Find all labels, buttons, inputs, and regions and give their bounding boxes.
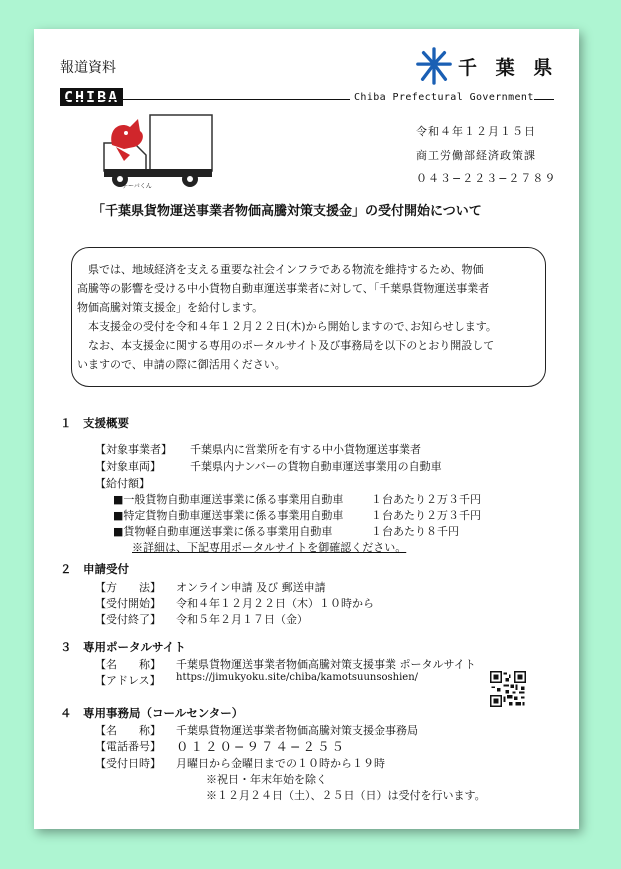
section-heading-overview: １ 支援概要 — [60, 416, 129, 430]
amount-item: ■特定貨物自動車運送事業に係る事業用自動車 — [113, 509, 344, 522]
section-heading-portal: ３ 専用ポータルサイト — [60, 640, 186, 654]
section-heading-application: ２ 申請受付 — [60, 562, 129, 576]
amount-item: ■一般貨物自動車運送事業に係る事業用自動車 — [113, 493, 344, 506]
office-hours-note: ※祝日・年末年始を除く — [206, 773, 327, 786]
summary-line: 高騰等の影響を受ける中小貨物自動車運送事業者に対して、「千葉県貨物運送事業者 — [77, 282, 490, 295]
office-phone-value: ０１２０−９７４−２５５ — [176, 739, 346, 754]
summary-line: 物価高騰対策支援金」を給付します。 — [77, 301, 264, 314]
amount-item: ■貨物軽自動車運送事業に係る事業用自動車 — [113, 525, 333, 538]
office-hours-note: ※１２月２４日（土）、２５日（日）は受付を行います。 — [206, 789, 486, 802]
amount-label: 【給付額】 — [95, 477, 150, 490]
end-label: 【受付終了】 — [95, 613, 161, 626]
amount-item-value: １台あたり２万３千円 — [371, 509, 481, 522]
press-release-label: 報道資料 — [60, 60, 116, 76]
method-value: オンライン申請 及び 郵送申請 — [176, 581, 326, 594]
page-title: 「千葉県貨物運送事業者物価高騰対策支援金」の受付開始について — [92, 204, 482, 219]
details-note: ※詳細は、下記専用ポータルサイトを御確認ください。 — [132, 541, 407, 554]
department-name: 商工労働部経済政策課 — [416, 149, 536, 162]
chiba-logo: CHIBA — [60, 88, 123, 106]
office-hours-value: 月曜日から金曜日までの１０時から１９時 — [176, 757, 385, 770]
chiba-prefecture-emblem-icon — [415, 47, 453, 85]
office-phone-label: 【電話番号】 — [95, 740, 161, 753]
end-value: 令和５年２月１７日（金） — [176, 613, 308, 626]
target-business-value: 千葉県内に営業所を有する中小貨物運送事業者 — [190, 443, 421, 456]
section-heading-call-center: ４ 専用事務局（コールセンター） — [60, 706, 244, 720]
amount-item-value: １台あたり２万３千円 — [371, 493, 481, 506]
portal-address-label: 【アドレス】 — [95, 674, 161, 687]
release-date: 令和４年１２月１５日 — [416, 125, 536, 138]
amount-item-value: １台あたり８千円 — [371, 525, 459, 538]
summary-line: いますので、申請の際に御活用ください。 — [77, 358, 286, 371]
office-hours-label: 【受付日時】 — [95, 757, 161, 770]
portal-address-link[interactable]: https://jimukyoku.site/chiba/kamotsuunsoshien/ — [176, 672, 419, 683]
portal-name-label: 【名 称】 — [95, 658, 161, 671]
mascot-name: チーバくん — [122, 183, 152, 190]
method-label: 【方 法】 — [95, 581, 161, 594]
summary-line: 本支援金の受付を令和４年１２月２２日(木)から開始しますので､お知らせします。 — [77, 320, 497, 333]
target-vehicle-value: 千葉県内ナンバーの貨物自動車運送事業用の自動車 — [190, 460, 442, 473]
prefecture-name: 千 葉 県 — [458, 57, 559, 79]
start-label: 【受付開始】 — [95, 597, 161, 610]
qr-code-icon[interactable] — [490, 671, 526, 707]
document-page — [34, 29, 579, 829]
summary-line: 県では、地域経済を支える重要な社会インフラである物流を維持するため、物価 — [77, 263, 484, 276]
contact-phone: ０４３−２２３−２７８９ — [416, 172, 557, 185]
target-vehicle-label: 【対象車両】 — [95, 460, 161, 473]
summary-line: なお、本支援金に関する専用のポータルサイト及び事務局を以下のとおり開設して — [77, 339, 495, 352]
target-business-label: 【対象事業者】 — [95, 443, 172, 456]
start-value: 令和４年１２月２２日（木）１０時から — [176, 597, 374, 610]
portal-name-value: 千葉県貨物運送事業者物価高騰対策支援事業 ポータルサイト — [176, 658, 476, 671]
office-name-value: 千葉県貨物運送事業者物価高騰対策支援金事務局 — [176, 724, 418, 737]
office-name-label: 【名 称】 — [95, 724, 161, 737]
truck-mascot-illustration-icon — [90, 109, 220, 195]
chiba-government-text: Chiba Prefectural Government — [350, 92, 534, 103]
